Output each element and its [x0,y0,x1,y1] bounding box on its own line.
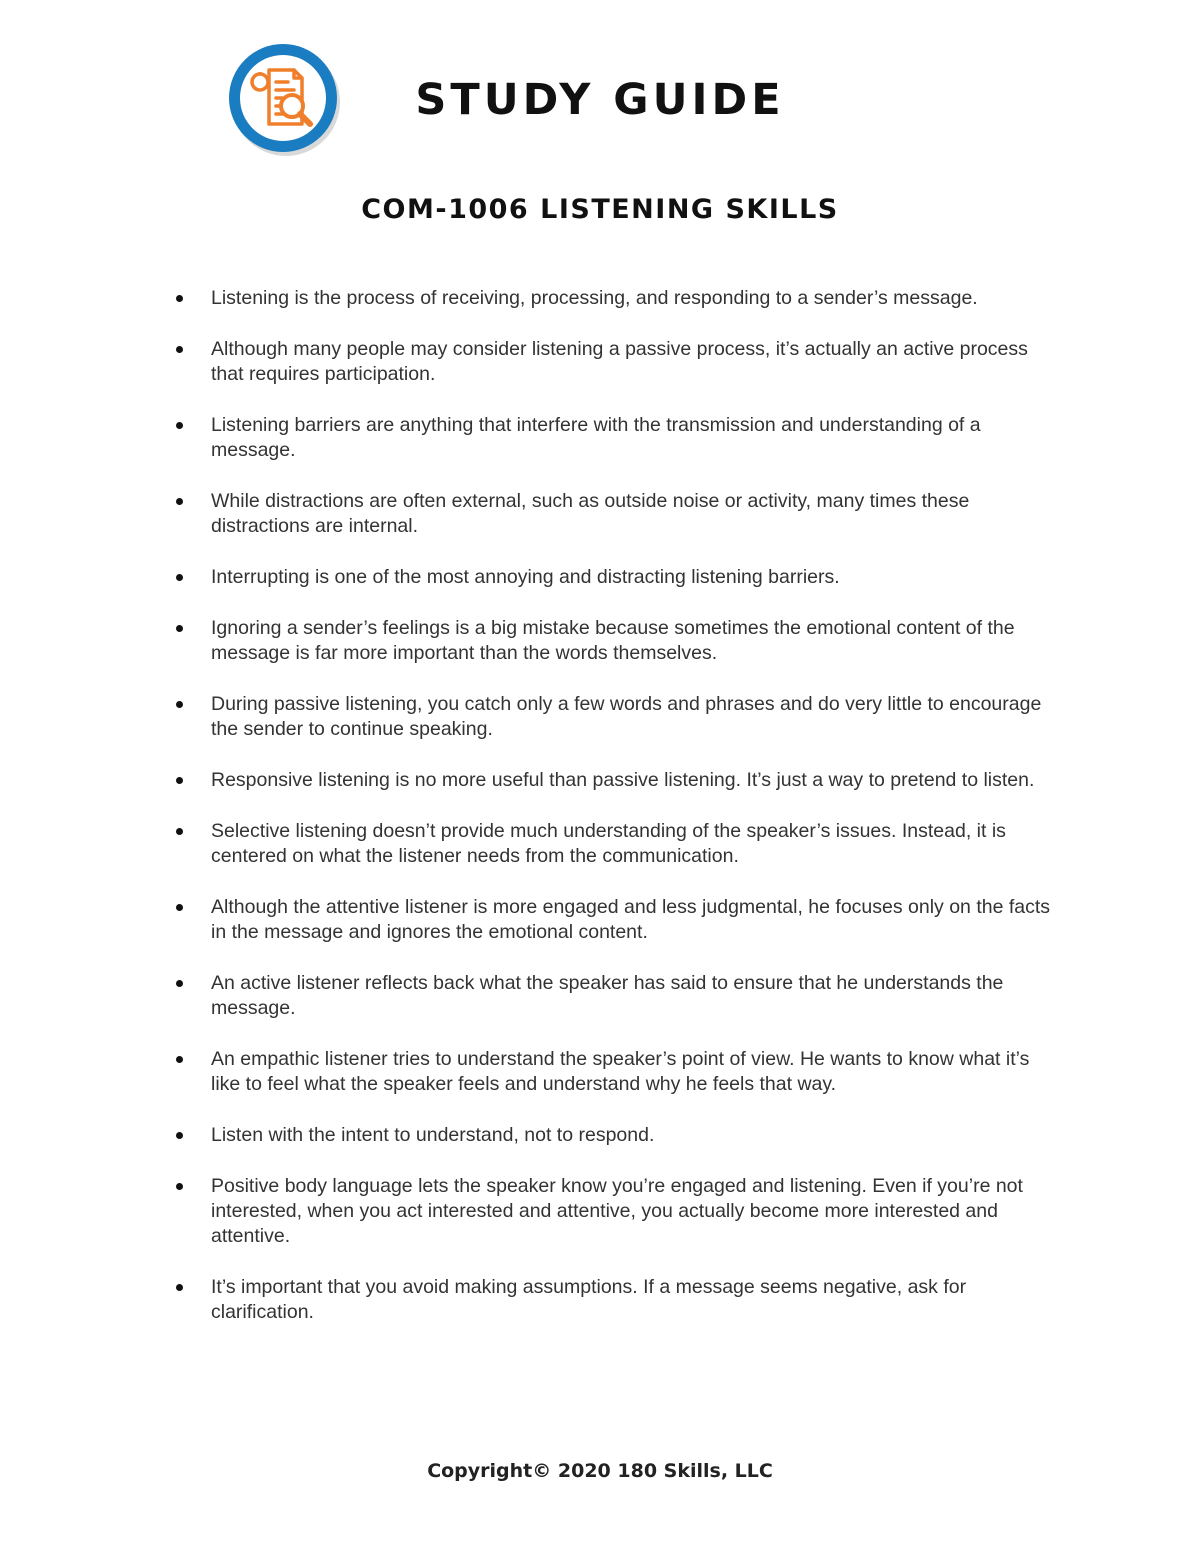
list-item: Responsive listening is no more useful than passive listening. It’s just a way to pretend to listen. [176,768,1060,793]
list-item: An empathic listener tries to understand the speaker’s point of view. He wants to know what it’s like to feel what the speaker feels and understand why he feels that way. [176,1047,1060,1097]
list-item: During passive listening, you catch only a few words and phrases and do very little to encourage the sender to continue speaking. [176,692,1060,742]
list-item: Although many people may consider listening a passive process, it’s actually an active process that requires participation. [176,337,1060,387]
study-notes-list [176,286,1060,1351]
list-item: Listening is the process of receiving, processing, and responding to a sender’s message. [176,286,1060,311]
list-item: Listening barriers are anything that interfere with the transmission and understanding of a message. [176,413,1060,463]
list-item: Listen with the intent to understand, not to respond. [176,1123,1060,1148]
copyright-footer: Copyright© 2020 180 Skills, LLC [427,1460,773,1482]
page-title: STUDY GUIDE [415,75,785,125]
list-item: Although the attentive listener is more engaged and less judgmental, he focuses only on the facts in the message and ignores the emotional content. [176,895,1060,945]
list-item: While distractions are often external, such as outside noise or activity, many times these distractions are internal. [176,489,1060,539]
course-title: COM-1006 LISTENING SKILLS [361,194,839,225]
list-item: Selective listening doesn’t provide much understanding of the speaker’s issues. Instead, it is centered on what the listener needs from the communication. [176,819,1060,869]
list-item: Positive body language lets the speaker know you’re engaged and listening. Even if you’re not interested, when you act interested and attentive, you actually become more interested and attentive. [176,1174,1060,1249]
list-item: Interrupting is one of the most annoying and distracting listening barriers. [176,565,1060,590]
list-item: Ignoring a sender’s feelings is a big mistake because sometimes the emotional content of the message is far more important than the words themselves. [176,616,1060,666]
list-item: It’s important that you avoid making assumptions. If a message seems negative, ask for clarification. [176,1275,1060,1325]
list-item: An active listener reflects back what the speaker has said to ensure that he understands the message. [176,971,1060,1021]
